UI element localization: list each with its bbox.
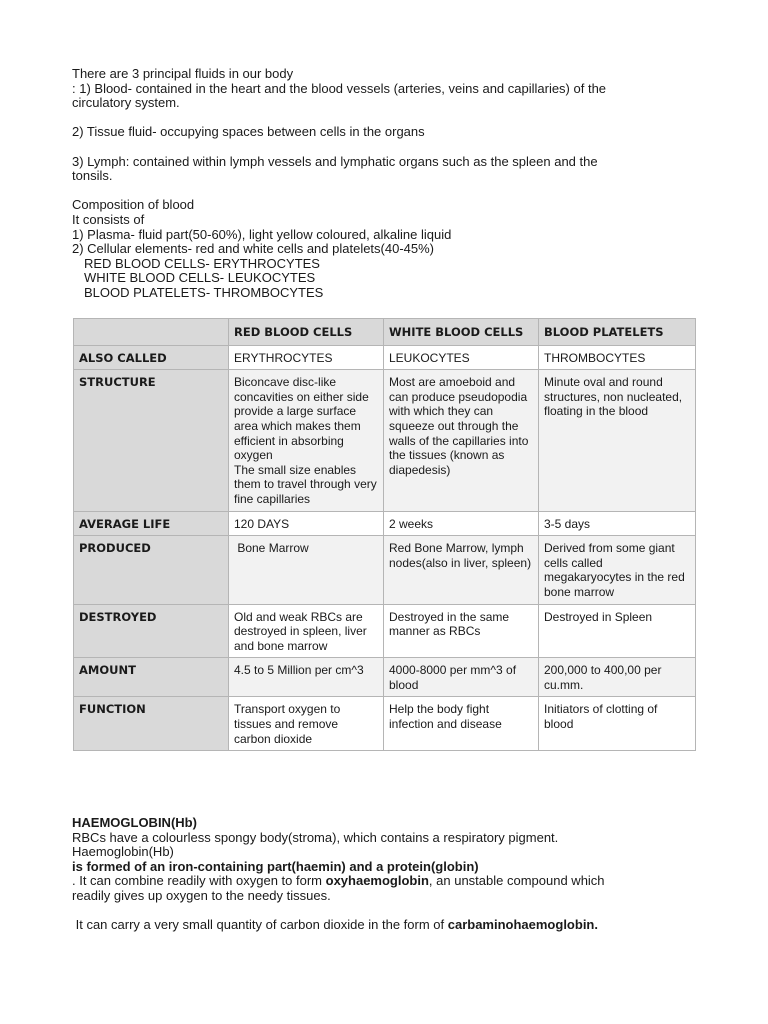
haemoglobin-line [72, 874, 697, 889]
table-row [74, 536, 696, 604]
cell-rbc: Transport oxygen to tissues and remove carbon dioxide [229, 697, 384, 751]
cell-rbc: ERYTHROCYTES [229, 345, 384, 370]
blood-cells-table [73, 318, 696, 751]
intro-line: 3) Lymph: contained within lymph vessels and lymphatic organs such as the spleen and the [72, 153, 598, 169]
row-label: PRODUCED [74, 536, 229, 604]
cell-platelets: THROMBOCYTES [539, 345, 696, 370]
composition-line: It consists of [72, 211, 145, 227]
row-label: DESTROYED [74, 604, 229, 658]
haemoglobin-text: . It can combine readily with oxygen to form [72, 873, 326, 889]
table-header-platelets: BLOOD PLATELETS [539, 319, 696, 346]
haemoglobin-line [72, 918, 697, 933]
cell-wbc: 2 weeks [384, 511, 539, 536]
oxyhaemoglobin-term: oxyhaemoglobin [325, 873, 429, 889]
haemoglobin-text: , an unstable compound which [428, 873, 605, 889]
composition-item: 2) Cellular elements- red and white cells and platelets(40-45%) [72, 241, 435, 257]
cell-rbc: Biconcave disc-like concavities on either side provide a large surface area which makes them efficient in absorbing oxygen The small size enables them to travel through very fine capillaries [229, 370, 384, 511]
cell-platelets: 200,000 to 400,00 per cu.mm. [539, 658, 696, 697]
composition-wbc: WHITE BLOOD CELLS- LEUKOCYTES [84, 270, 316, 286]
cell-platelets: Derived from some giant cells called megakaryocytes in the red bone marrow [539, 536, 696, 604]
table-header-empty [74, 319, 229, 346]
composition-item: 1) Plasma- fluid part(50-60%), light yellow coloured, alkaline liquid [72, 226, 452, 242]
table-row [74, 345, 696, 370]
table-row [74, 370, 696, 511]
intro-line: circulatory system. [72, 95, 180, 111]
row-label: AMOUNT [74, 658, 229, 697]
composition-rbc: RED BLOOD CELLS- ERYTHROCYTES [84, 255, 320, 271]
intro-line: tonsils. [72, 168, 113, 184]
table-row [74, 604, 696, 658]
cell-wbc: Destroyed in the same manner as RBCs [384, 604, 539, 658]
cell-platelets: Minute oval and round structures, non nucleated, floating in the blood [539, 370, 696, 511]
table-row [74, 511, 696, 536]
intro-line: 2) Tissue fluid- occupying spaces between cells in the organs [72, 124, 425, 140]
cell-rbc: Old and weak RBCs are destroyed in spleen, liver and bone marrow [229, 604, 384, 658]
table-header-wbc: WHITE BLOOD CELLS [384, 319, 539, 346]
haemoglobin-text: It can carry a very small quantity of carbon dioxide in the form of [72, 917, 448, 933]
cell-rbc: 4.5 to 5 Million per cm^3 [229, 658, 384, 697]
table-header-row [74, 319, 696, 346]
haemoglobin-line: RBCs have a colourless spongy body(stroma), which contains a respiratory pigment. [72, 829, 559, 845]
cell-platelets: Destroyed in Spleen [539, 604, 696, 658]
table-row [74, 697, 696, 751]
cell-rbc: 120 DAYS [229, 511, 384, 536]
cell-wbc: LEUKOCYTES [384, 345, 539, 370]
intro-section [72, 67, 697, 301]
cell-rbc: Bone Marrow [229, 536, 384, 604]
cell-wbc: Red Bone Marrow, lymph nodes(also in liver, spleen) [384, 536, 539, 604]
intro-line: There are 3 principal fluids in our body [72, 66, 294, 81]
row-label: AVERAGE LIFE [74, 511, 229, 536]
row-label: FUNCTION [74, 697, 229, 751]
cell-wbc: 4000-8000 per mm^3 of blood [384, 658, 539, 697]
carbaminohaemoglobin-term: carbaminohaemoglobin. [447, 917, 598, 933]
row-label: ALSO CALLED [74, 345, 229, 370]
cell-wbc: Most are amoeboid and can produce pseudopodia with which they can squeeze out through the walls of the capillaries into the tissues (known as diapedesis) [384, 370, 539, 511]
table-header-rbc: RED BLOOD CELLS [229, 319, 384, 346]
cell-platelets: 3-5 days [539, 511, 696, 536]
cell-platelets: Initiators of clotting of blood [539, 697, 696, 751]
haemoglobin-line: readily gives up oxygen to the needy tissues. [72, 887, 331, 903]
haemoglobin-line: Haemoglobin(Hb) [72, 844, 174, 860]
table-row [74, 658, 696, 697]
haemoglobin-heading: HAEMOGLOBIN(Hb) [72, 815, 197, 830]
haemoglobin-section [72, 816, 697, 933]
haemoglobin-bold-line: is formed of an iron-containing part(haemin) and a protein(globin) [72, 858, 479, 874]
row-label: STRUCTURE [74, 370, 229, 511]
cell-wbc: Help the body fight infection and disease [384, 697, 539, 751]
composition-heading: Composition of blood [72, 197, 195, 213]
composition-platelets: BLOOD PLATELETS- THROMBOCYTES [84, 284, 324, 300]
intro-line: : 1) Blood- contained in the heart and the blood vessels (arteries, veins and capillaries) of the [72, 80, 607, 96]
